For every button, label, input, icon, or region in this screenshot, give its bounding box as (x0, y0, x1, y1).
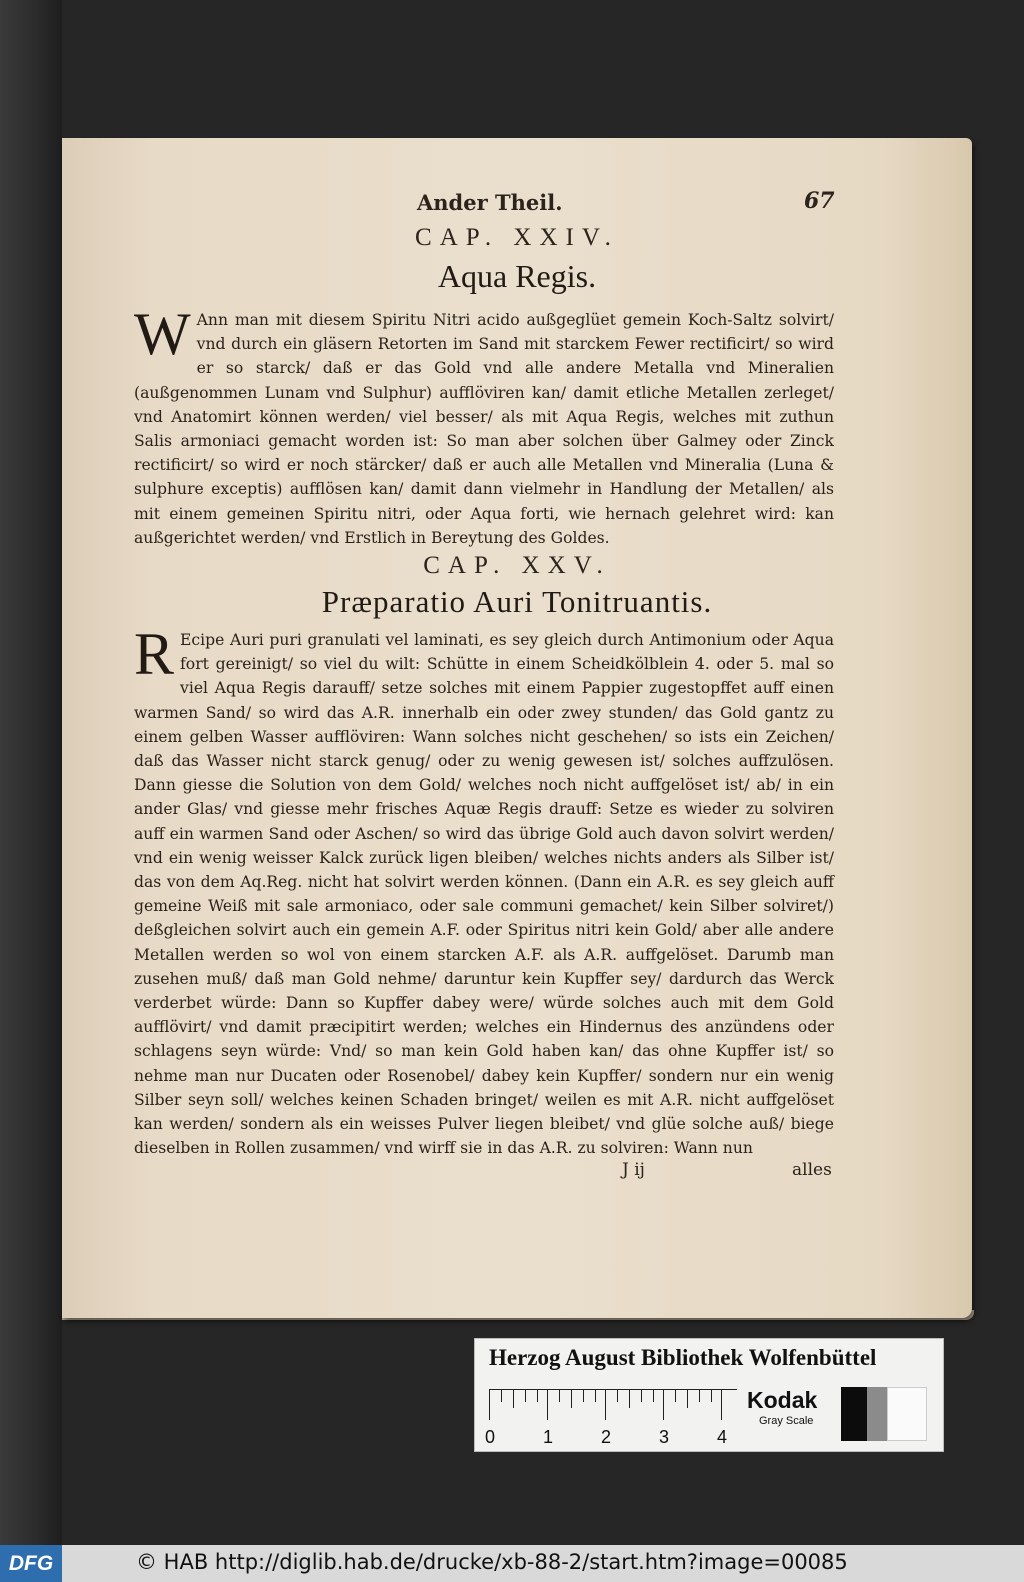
running-head: Ander Theil. (417, 190, 563, 215)
chapter-25-dropcap: R (134, 621, 175, 687)
ruler-number-0: 0 (485, 1427, 496, 1447)
ruler-tick (583, 1390, 584, 1402)
gray-scale-label: Gray Scale (759, 1415, 814, 1427)
ruler-number-4: 4 (717, 1427, 728, 1447)
chapter-24-heading: CAP. XXIV. (415, 224, 619, 251)
ruler-tick (489, 1390, 490, 1420)
ruler-tick (711, 1390, 712, 1402)
ruler-tick (605, 1390, 606, 1420)
dfg-logo: DFG (0, 1545, 62, 1582)
ruler-tick (629, 1390, 630, 1408)
book-page (62, 138, 972, 1318)
ruler-number-2: 2 (601, 1427, 612, 1447)
footer-bar (0, 1545, 1024, 1582)
copyright-link[interactable]: © HAB http://diglib.hab.de/drucke/xb-88-2/start.htm?image=00085 (136, 1550, 848, 1574)
chapter-25-text: Ecipe Auri puri granulati vel laminati, es sey gleich durch Antimonium oder Aqua fort gereinigt/ so viel du wilt: Schütte in einem Scheidkölblein 4. oder 5. mal so viel Aqua Regis darauff/ setze solches mit einem Pappier zugestopffet auff einen warmen Sand/ so wird das A.R. innerhalb ein oder zwey stunden/ das Gold gantz zu einem gelben Wasser aufflöviren: Wann solches nicht geschehen/ so ists ein Zeichen/ daß das Wasser nicht starck genug/ oder zu wenig gewesen ist/ solches auffzulösen. Dann giesse die Solution von dem Gold/ welches noch nicht auffgelöset ist/ ab/ in ein ander Glas/ vnd giesse mehr frisches Aquæ Regis drauff: Setze es wieder zu solviren auff ein warmen Sand oder Aschen/ so wird das übrige Gold auch davon solvirt werden/ vnd ein wenig weisser Kalck zurück ligen bleiben/ welches nichts anders als Silber ist/ das von dem Aq.Reg. nicht hat solvirt werden können. (Dann ein A.R. es sey gleich auff gemeine Weiß mit sale armoniaco, oder sale communi gemachet/ kein Silber solviret/) deßgleichen solvirt auch ein gemein A.F. oder Spiritus nitri kein Gold/ aber alle andere Metallen werden so wol von einem starcken A.F. als A.R. auffgelöset. Darumb man zusehen muß/ daß man Gold nehme/ daruntur kein Kupffer sey/ dardurch das Werck verderbet würde: Dann so Kupffer dabey were/ würde solches auch mit dem Gold aufflövirt/ vnd damit præcipitirt werden; welches ein Hindernus des anzündens oder schlagens seyn würde: Vnd/ so man kein Gold haben kan/ das ohne Kupffer ist/ so nehme man nur Ducaten oder Rosenobel/ dabey kein Kupffer/ sondern nur ein wenig Silber seyn soll/ welches keinen Schaden bringet/ weilen es mit A.R. nicht auffgelöset kan werden/ sondern als ein weisses Pulver liegen bleibet/ vnd glüe solche auß/ biege dieselben in Rollen zusammen/ vnd wirff sie in das A.R. zu solviren: Wann nun (134, 631, 834, 1158)
chapter-25-heading: CAP. XXV. (423, 552, 611, 579)
white-swatch (887, 1387, 927, 1441)
ruler-tick (501, 1390, 502, 1402)
ruler-tick (513, 1390, 514, 1408)
ruler-number-1: 1 (543, 1427, 554, 1447)
ruler-tick (547, 1390, 548, 1420)
page-number: 67 (804, 188, 835, 214)
page-header (62, 190, 972, 224)
chapter-24-text: Ann man mit diesem Spiritu Nitri acido außgeglüet gemein Koch-Saltz solvirt/ vnd durch ein gläsern Retorten im Sand mit starckem Fewer rectificirt/ so wird er so starck/ daß er das Gold vnd alle andere Metalla vnd Mineralien (außgenommen Lunam vnd Sulphur) aufflöviren kan/ damit etliche Metallen zerleget/ vnd Anatomirt können werden/ viel besser/ als mit Aqua Regis, welches mit zuthun Salis armoniaci gemacht worden ist: So man aber solchen über Galmey oder Zinck rectificirt/ so wird er noch stärcker/ daß er auch alle Metallen vnd Mineralia (Luna & sulphure exceptis) aufflösen kan/ damit dann vielmehr in Handlung der Metallen/ als mit einem gemeinen Spiritu nitri, oder Aqua forti, wie hernach gelehret wird: kan außgerichtet werden/ vnd Erstlich in Bereytung des Goldes. (134, 311, 834, 547)
signature-mark: J ij (622, 1160, 645, 1180)
ruler-tick (699, 1390, 700, 1402)
chapter-24-paragraph (134, 301, 834, 548)
ruler-tick (641, 1390, 642, 1402)
ruler-tick (595, 1390, 596, 1402)
chapter-24-dropcap: W (134, 301, 191, 367)
kodak-logo: Kodak (747, 1387, 818, 1413)
chapter-25-title: Præparatio Auri Tonitruantis. (321, 584, 713, 619)
gray-swatch (867, 1387, 887, 1441)
ruler-tick (687, 1390, 688, 1408)
chapter-25-paragraph (134, 621, 834, 1166)
institution-name: Herzog August Bibliothek Wolfenbüttel (489, 1345, 877, 1370)
ruler-tick (663, 1390, 664, 1420)
ruler-tick (653, 1390, 654, 1402)
ruler-tick (571, 1390, 572, 1408)
color-calibration-label (474, 1338, 944, 1452)
ruler-tick (617, 1390, 618, 1402)
ruler-number-3: 3 (659, 1427, 670, 1447)
facing-page-edge (0, 0, 62, 1545)
catchword: alles (792, 1160, 832, 1180)
chapter-24-title: Aqua Regis. (437, 258, 597, 294)
ruler-tick (559, 1390, 560, 1402)
measurement-ruler (489, 1389, 737, 1420)
ruler-tick (525, 1390, 526, 1402)
ruler-tick (721, 1390, 722, 1420)
ruler-tick (675, 1390, 676, 1402)
black-swatch (841, 1387, 867, 1441)
ruler-tick (537, 1390, 538, 1402)
